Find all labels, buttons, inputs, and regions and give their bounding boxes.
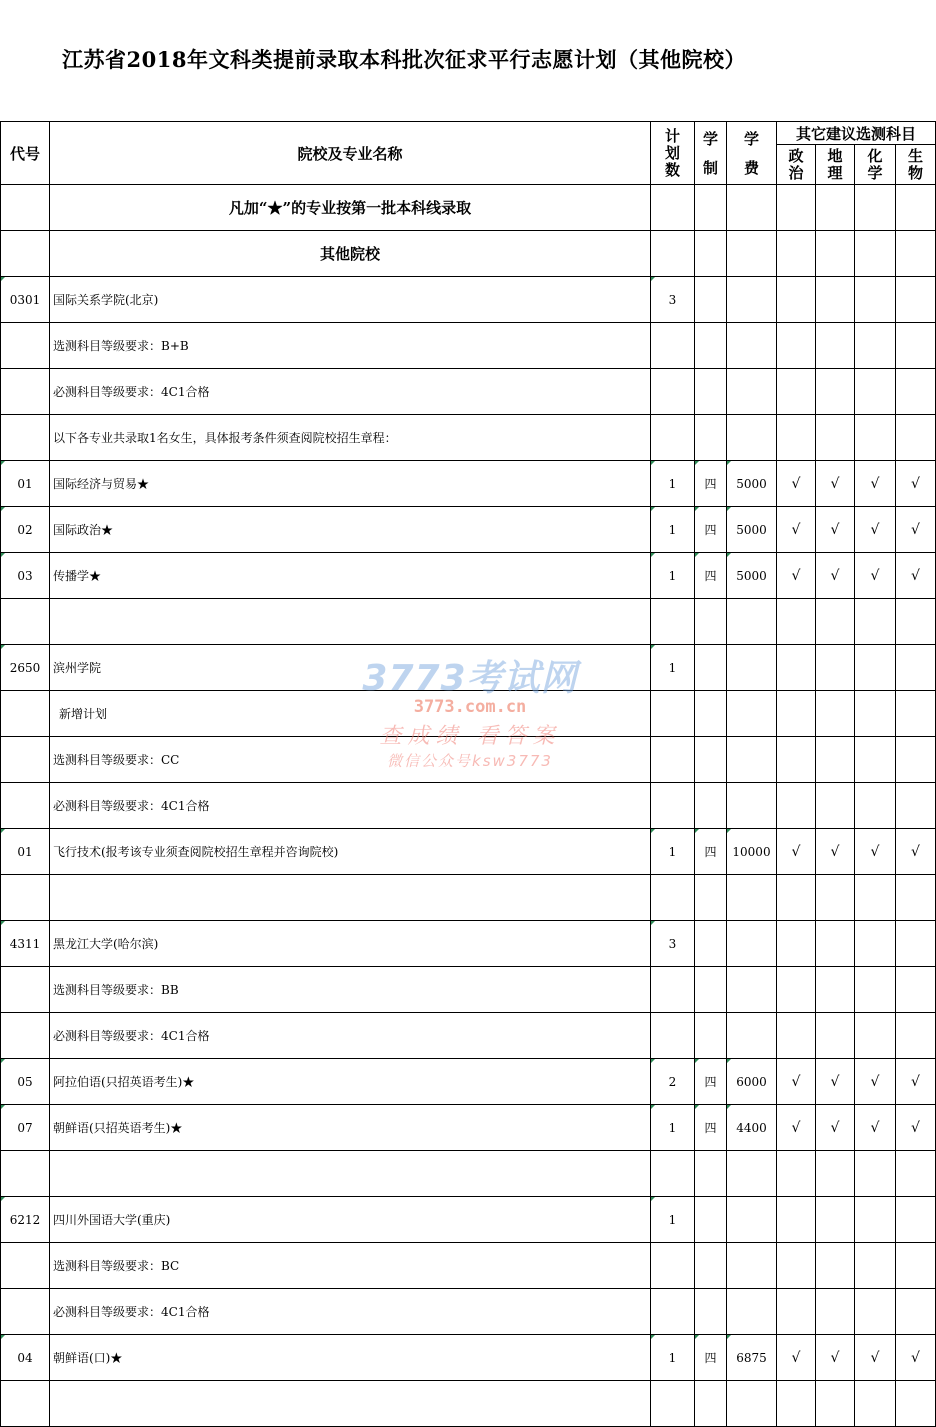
row-plan bbox=[651, 1289, 695, 1335]
row-name: 四川外国语大学(重庆) bbox=[50, 1197, 651, 1243]
table-row bbox=[1, 415, 936, 461]
row-fee bbox=[727, 1013, 777, 1059]
row-tick-politics bbox=[777, 875, 816, 921]
watermark-logo: 3773考试网 bbox=[362, 658, 578, 699]
row-tick-geography bbox=[816, 1013, 855, 1059]
row-tick-chemistry bbox=[855, 1289, 896, 1335]
row-tick-chemistry bbox=[855, 323, 896, 369]
row-fee bbox=[727, 737, 777, 783]
row-duration bbox=[695, 277, 727, 323]
row-duration: 四 bbox=[695, 553, 727, 599]
row-tick-geography: √ bbox=[816, 553, 855, 599]
row-duration bbox=[695, 1197, 727, 1243]
row-tick-chemistry bbox=[855, 277, 896, 323]
table-row bbox=[1, 277, 936, 323]
row-tick-politics bbox=[777, 415, 816, 461]
row-tick-chemistry bbox=[855, 1243, 896, 1289]
row-fee bbox=[727, 1151, 777, 1197]
row-fee: 5000 bbox=[727, 461, 777, 507]
row-tick-chemistry: √ bbox=[855, 553, 896, 599]
row-plan bbox=[651, 737, 695, 783]
row-code bbox=[1, 1151, 50, 1197]
row-tick-geography: √ bbox=[816, 829, 855, 875]
row-fee bbox=[727, 921, 777, 967]
row-plan bbox=[651, 323, 695, 369]
row-fee bbox=[727, 967, 777, 1013]
row-duration bbox=[695, 599, 727, 645]
row-tick-politics bbox=[777, 645, 816, 691]
row-tick-politics bbox=[777, 967, 816, 1013]
row-code bbox=[1, 1381, 50, 1427]
row-duration bbox=[695, 737, 727, 783]
row-tick-geography bbox=[816, 875, 855, 921]
header-subject-chemistry: 化 学 bbox=[855, 145, 896, 185]
row-code bbox=[1, 967, 50, 1013]
row-name: 滨州学院 bbox=[50, 645, 651, 691]
row-tick-chemistry bbox=[855, 737, 896, 783]
header-row-1 bbox=[1, 122, 936, 145]
row-fee: 6000 bbox=[727, 1059, 777, 1105]
row-tick-biology: √ bbox=[896, 1059, 936, 1105]
row-tick-biology bbox=[896, 277, 936, 323]
row-tick-biology bbox=[896, 323, 936, 369]
header-subject-geography: 地 理 bbox=[816, 145, 855, 185]
row-name: 选测科目等级要求：CC bbox=[50, 737, 651, 783]
row-code bbox=[1, 1243, 50, 1289]
row-tick-biology bbox=[896, 369, 936, 415]
row-name: 朝鲜语(口)★ bbox=[50, 1335, 651, 1381]
row-code: 01 bbox=[1, 461, 50, 507]
row-plan bbox=[651, 415, 695, 461]
row-plan bbox=[651, 875, 695, 921]
row-fee bbox=[727, 1289, 777, 1335]
row-name: 必测科目等级要求：4C1合格 bbox=[50, 369, 651, 415]
row-tick-geography bbox=[816, 1151, 855, 1197]
row-tick-chemistry bbox=[855, 415, 896, 461]
table-row bbox=[1, 875, 936, 921]
section-title: 其他院校 bbox=[50, 231, 651, 277]
row-plan bbox=[651, 1013, 695, 1059]
row-duration bbox=[695, 1151, 727, 1197]
row-tick-geography bbox=[816, 1197, 855, 1243]
row-name: 以下各专业共录取1名女生，具体报考条件须查阅院校招生章程： bbox=[50, 415, 651, 461]
row-tick-politics: √ bbox=[777, 1059, 816, 1105]
row-tick-geography bbox=[816, 645, 855, 691]
row-duration bbox=[695, 1243, 727, 1289]
row-tick-chemistry bbox=[855, 691, 896, 737]
row-duration bbox=[695, 323, 727, 369]
section-row bbox=[1, 231, 936, 277]
row-tick-politics: √ bbox=[777, 507, 816, 553]
row-code: 02 bbox=[1, 507, 50, 553]
row-tick-chemistry: √ bbox=[855, 507, 896, 553]
header-fee: 学 费 bbox=[727, 122, 777, 185]
row-plan: 1 bbox=[651, 829, 695, 875]
row-code bbox=[1, 369, 50, 415]
row-tick-geography: √ bbox=[816, 507, 855, 553]
row-tick-chemistry bbox=[855, 599, 896, 645]
row-tick-geography bbox=[816, 323, 855, 369]
row-fee bbox=[727, 599, 777, 645]
row-code: 4311 bbox=[1, 921, 50, 967]
row-tick-biology bbox=[896, 783, 936, 829]
table-row bbox=[1, 737, 936, 783]
row-tick-geography bbox=[816, 1381, 855, 1427]
row-name: 选测科目等级要求：B+B bbox=[50, 323, 651, 369]
row-code: 03 bbox=[1, 553, 50, 599]
table-row bbox=[1, 829, 936, 875]
row-plan bbox=[651, 1151, 695, 1197]
row-name: 必测科目等级要求：4C1合格 bbox=[50, 783, 651, 829]
row-duration bbox=[695, 921, 727, 967]
row-fee bbox=[727, 1197, 777, 1243]
header-other-subjects: 其它建议选测科目 bbox=[777, 122, 936, 145]
row-plan: 1 bbox=[651, 461, 695, 507]
row-plan: 1 bbox=[651, 1105, 695, 1151]
row-code bbox=[1, 875, 50, 921]
row-duration bbox=[695, 645, 727, 691]
row-tick-biology bbox=[896, 921, 936, 967]
row-plan: 2 bbox=[651, 1059, 695, 1105]
row-tick-biology: √ bbox=[896, 1335, 936, 1381]
table-row bbox=[1, 461, 936, 507]
header-duration: 学 制 bbox=[695, 122, 727, 185]
row-tick-chemistry bbox=[855, 1013, 896, 1059]
row-fee: 10000 bbox=[727, 829, 777, 875]
row-name bbox=[50, 875, 651, 921]
row-name: 阿拉伯语(只招英语考生)★ bbox=[50, 1059, 651, 1105]
row-tick-geography bbox=[816, 691, 855, 737]
row-name: 必测科目等级要求：4C1合格 bbox=[50, 1013, 651, 1059]
row-plan bbox=[651, 1243, 695, 1289]
row-tick-politics bbox=[777, 1289, 816, 1335]
row-tick-biology bbox=[896, 875, 936, 921]
row-code bbox=[1, 737, 50, 783]
row-tick-politics bbox=[777, 1197, 816, 1243]
row-tick-chemistry bbox=[855, 1151, 896, 1197]
row-plan: 1 bbox=[651, 645, 695, 691]
header-plan: 计 划 数 bbox=[651, 122, 695, 185]
table-row bbox=[1, 921, 936, 967]
row-plan bbox=[651, 369, 695, 415]
row-tick-politics: √ bbox=[777, 1105, 816, 1151]
row-tick-biology bbox=[896, 415, 936, 461]
row-tick-politics bbox=[777, 783, 816, 829]
row-tick-politics bbox=[777, 691, 816, 737]
table-row bbox=[1, 1105, 936, 1151]
row-tick-chemistry bbox=[855, 645, 896, 691]
table-row bbox=[1, 507, 936, 553]
row-tick-geography: √ bbox=[816, 461, 855, 507]
row-tick-geography bbox=[816, 277, 855, 323]
table-row bbox=[1, 1289, 936, 1335]
row-fee bbox=[727, 323, 777, 369]
row-code bbox=[1, 599, 50, 645]
row-tick-politics bbox=[777, 1243, 816, 1289]
watermark-slogan: 查成绩 看答案 bbox=[379, 724, 561, 749]
row-fee: 5000 bbox=[727, 507, 777, 553]
row-name: 飞行技术(报考该专业须查阅院校招生章程并咨询院校) bbox=[50, 829, 651, 875]
row-tick-biology bbox=[896, 691, 936, 737]
row-duration bbox=[695, 1289, 727, 1335]
watermark-url: 3773.com.cn bbox=[413, 697, 527, 717]
row-tick-biology: √ bbox=[896, 507, 936, 553]
row-duration: 四 bbox=[695, 507, 727, 553]
table-row bbox=[1, 1013, 936, 1059]
row-fee: 6875 bbox=[727, 1335, 777, 1381]
row-tick-politics: √ bbox=[777, 553, 816, 599]
row-tick-politics bbox=[777, 1013, 816, 1059]
row-tick-geography: √ bbox=[816, 1059, 855, 1105]
table-row bbox=[1, 553, 936, 599]
row-tick-geography: √ bbox=[816, 1105, 855, 1151]
row-duration bbox=[695, 415, 727, 461]
table-row bbox=[1, 1197, 936, 1243]
row-tick-chemistry: √ bbox=[855, 829, 896, 875]
row-name: 国际关系学院(北京) bbox=[50, 277, 651, 323]
row-tick-chemistry bbox=[855, 783, 896, 829]
row-fee bbox=[727, 369, 777, 415]
row-tick-geography bbox=[816, 369, 855, 415]
row-tick-geography bbox=[816, 1243, 855, 1289]
row-code bbox=[1, 323, 50, 369]
table-row bbox=[1, 369, 936, 415]
row-tick-geography bbox=[816, 599, 855, 645]
row-name: 黑龙江大学(哈尔滨) bbox=[50, 921, 651, 967]
row-tick-biology bbox=[896, 1013, 936, 1059]
row-tick-chemistry bbox=[855, 921, 896, 967]
row-code: 04 bbox=[1, 1335, 50, 1381]
row-tick-politics bbox=[777, 1151, 816, 1197]
row-code: 07 bbox=[1, 1105, 50, 1151]
table-row bbox=[1, 691, 936, 737]
row-fee bbox=[727, 277, 777, 323]
row-tick-biology bbox=[896, 1151, 936, 1197]
row-name bbox=[50, 599, 651, 645]
row-plan bbox=[651, 691, 695, 737]
row-duration: 四 bbox=[695, 461, 727, 507]
row-code: 01 bbox=[1, 829, 50, 875]
row-plan: 1 bbox=[651, 553, 695, 599]
row-duration: 四 bbox=[695, 1059, 727, 1105]
row-plan bbox=[651, 1381, 695, 1427]
table-row bbox=[1, 1381, 936, 1427]
row-tick-biology: √ bbox=[896, 829, 936, 875]
row-tick-biology bbox=[896, 967, 936, 1013]
notice-row bbox=[1, 185, 936, 231]
header-name: 院校及专业名称 bbox=[50, 122, 651, 185]
row-tick-biology: √ bbox=[896, 553, 936, 599]
row-name: 传播学★ bbox=[50, 553, 651, 599]
row-tick-geography bbox=[816, 783, 855, 829]
table-row bbox=[1, 1059, 936, 1105]
header-subject-biology: 生 物 bbox=[896, 145, 936, 185]
row-code bbox=[1, 415, 50, 461]
row-name bbox=[50, 1381, 651, 1427]
table-row bbox=[1, 783, 936, 829]
row-name: 国际政治★ bbox=[50, 507, 651, 553]
row-tick-politics: √ bbox=[777, 1335, 816, 1381]
row-name bbox=[50, 1151, 651, 1197]
header-code: 代号 bbox=[1, 122, 50, 185]
row-tick-biology bbox=[896, 1289, 936, 1335]
row-fee bbox=[727, 1381, 777, 1427]
row-tick-biology bbox=[896, 645, 936, 691]
row-tick-geography bbox=[816, 415, 855, 461]
row-fee bbox=[727, 415, 777, 461]
row-tick-biology bbox=[896, 1381, 936, 1427]
row-name: 朝鲜语(只招英语考生)★ bbox=[50, 1105, 651, 1151]
row-tick-biology bbox=[896, 599, 936, 645]
row-tick-geography bbox=[816, 1289, 855, 1335]
row-tick-politics bbox=[777, 599, 816, 645]
row-tick-chemistry: √ bbox=[855, 1105, 896, 1151]
table-row bbox=[1, 1151, 936, 1197]
row-duration: 四 bbox=[695, 1105, 727, 1151]
row-duration bbox=[695, 875, 727, 921]
table-row bbox=[1, 323, 936, 369]
row-name: 国际经济与贸易★ bbox=[50, 461, 651, 507]
row-tick-politics bbox=[777, 1381, 816, 1427]
row-fee: 5000 bbox=[727, 553, 777, 599]
row-tick-geography: √ bbox=[816, 1335, 855, 1381]
row-fee: 4400 bbox=[727, 1105, 777, 1151]
row-fee bbox=[727, 645, 777, 691]
table-row bbox=[1, 599, 936, 645]
row-tick-politics bbox=[777, 369, 816, 415]
row-fee bbox=[727, 1243, 777, 1289]
row-plan bbox=[651, 599, 695, 645]
row-tick-biology: √ bbox=[896, 461, 936, 507]
row-tick-geography bbox=[816, 921, 855, 967]
row-tick-chemistry bbox=[855, 1381, 896, 1427]
header-subject-politics: 政 治 bbox=[777, 145, 816, 185]
row-tick-geography bbox=[816, 737, 855, 783]
table-row bbox=[1, 645, 936, 691]
row-tick-politics bbox=[777, 277, 816, 323]
row-tick-chemistry: √ bbox=[855, 1335, 896, 1381]
table-row bbox=[1, 1335, 936, 1381]
row-tick-politics bbox=[777, 737, 816, 783]
row-tick-biology bbox=[896, 737, 936, 783]
page-title: 江苏省2018年文科类提前录取本科批次征求平行志愿计划（其他院校） bbox=[62, 47, 746, 72]
watermark-wechat: 微信公众号ksw3773 bbox=[387, 752, 553, 770]
enrollment-plan-table bbox=[0, 121, 936, 1427]
row-tick-chemistry bbox=[855, 875, 896, 921]
row-duration bbox=[695, 1013, 727, 1059]
row-name: 选测科目等级要求：BB bbox=[50, 967, 651, 1013]
row-code: 6212 bbox=[1, 1197, 50, 1243]
row-plan: 1 bbox=[651, 1335, 695, 1381]
row-tick-biology bbox=[896, 1197, 936, 1243]
row-tick-politics: √ bbox=[777, 829, 816, 875]
table-row bbox=[1, 967, 936, 1013]
row-duration bbox=[695, 691, 727, 737]
row-code: 0301 bbox=[1, 277, 50, 323]
row-duration bbox=[695, 1381, 727, 1427]
row-tick-politics: √ bbox=[777, 461, 816, 507]
row-tick-geography bbox=[816, 967, 855, 1013]
row-tick-chemistry bbox=[855, 1197, 896, 1243]
row-code bbox=[1, 691, 50, 737]
row-name: 选测科目等级要求：BC bbox=[50, 1243, 651, 1289]
row-duration bbox=[695, 967, 727, 1013]
row-plan: 1 bbox=[651, 1197, 695, 1243]
row-name: 新增计划 bbox=[50, 691, 651, 737]
row-plan: 3 bbox=[651, 277, 695, 323]
row-code bbox=[1, 1013, 50, 1059]
row-tick-politics bbox=[777, 323, 816, 369]
row-tick-chemistry: √ bbox=[855, 1059, 896, 1105]
row-plan: 3 bbox=[651, 921, 695, 967]
row-fee bbox=[727, 875, 777, 921]
row-plan: 1 bbox=[651, 507, 695, 553]
notice-text: 凡加“★”的专业按第一批本科线录取 bbox=[50, 185, 651, 231]
row-duration bbox=[695, 783, 727, 829]
row-plan bbox=[651, 967, 695, 1013]
row-plan bbox=[651, 783, 695, 829]
row-code bbox=[1, 783, 50, 829]
table-row bbox=[1, 1243, 936, 1289]
row-tick-chemistry: √ bbox=[855, 461, 896, 507]
row-fee bbox=[727, 783, 777, 829]
row-code: 2650 bbox=[1, 645, 50, 691]
row-tick-biology bbox=[896, 1243, 936, 1289]
row-tick-biology: √ bbox=[896, 1105, 936, 1151]
row-duration: 四 bbox=[695, 829, 727, 875]
row-code: 05 bbox=[1, 1059, 50, 1105]
row-duration bbox=[695, 369, 727, 415]
row-tick-politics bbox=[777, 921, 816, 967]
row-tick-chemistry bbox=[855, 369, 896, 415]
row-duration: 四 bbox=[695, 1335, 727, 1381]
row-tick-chemistry bbox=[855, 967, 896, 1013]
row-code bbox=[1, 1289, 50, 1335]
row-fee bbox=[727, 691, 777, 737]
row-name: 必测科目等级要求：4C1合格 bbox=[50, 1289, 651, 1335]
